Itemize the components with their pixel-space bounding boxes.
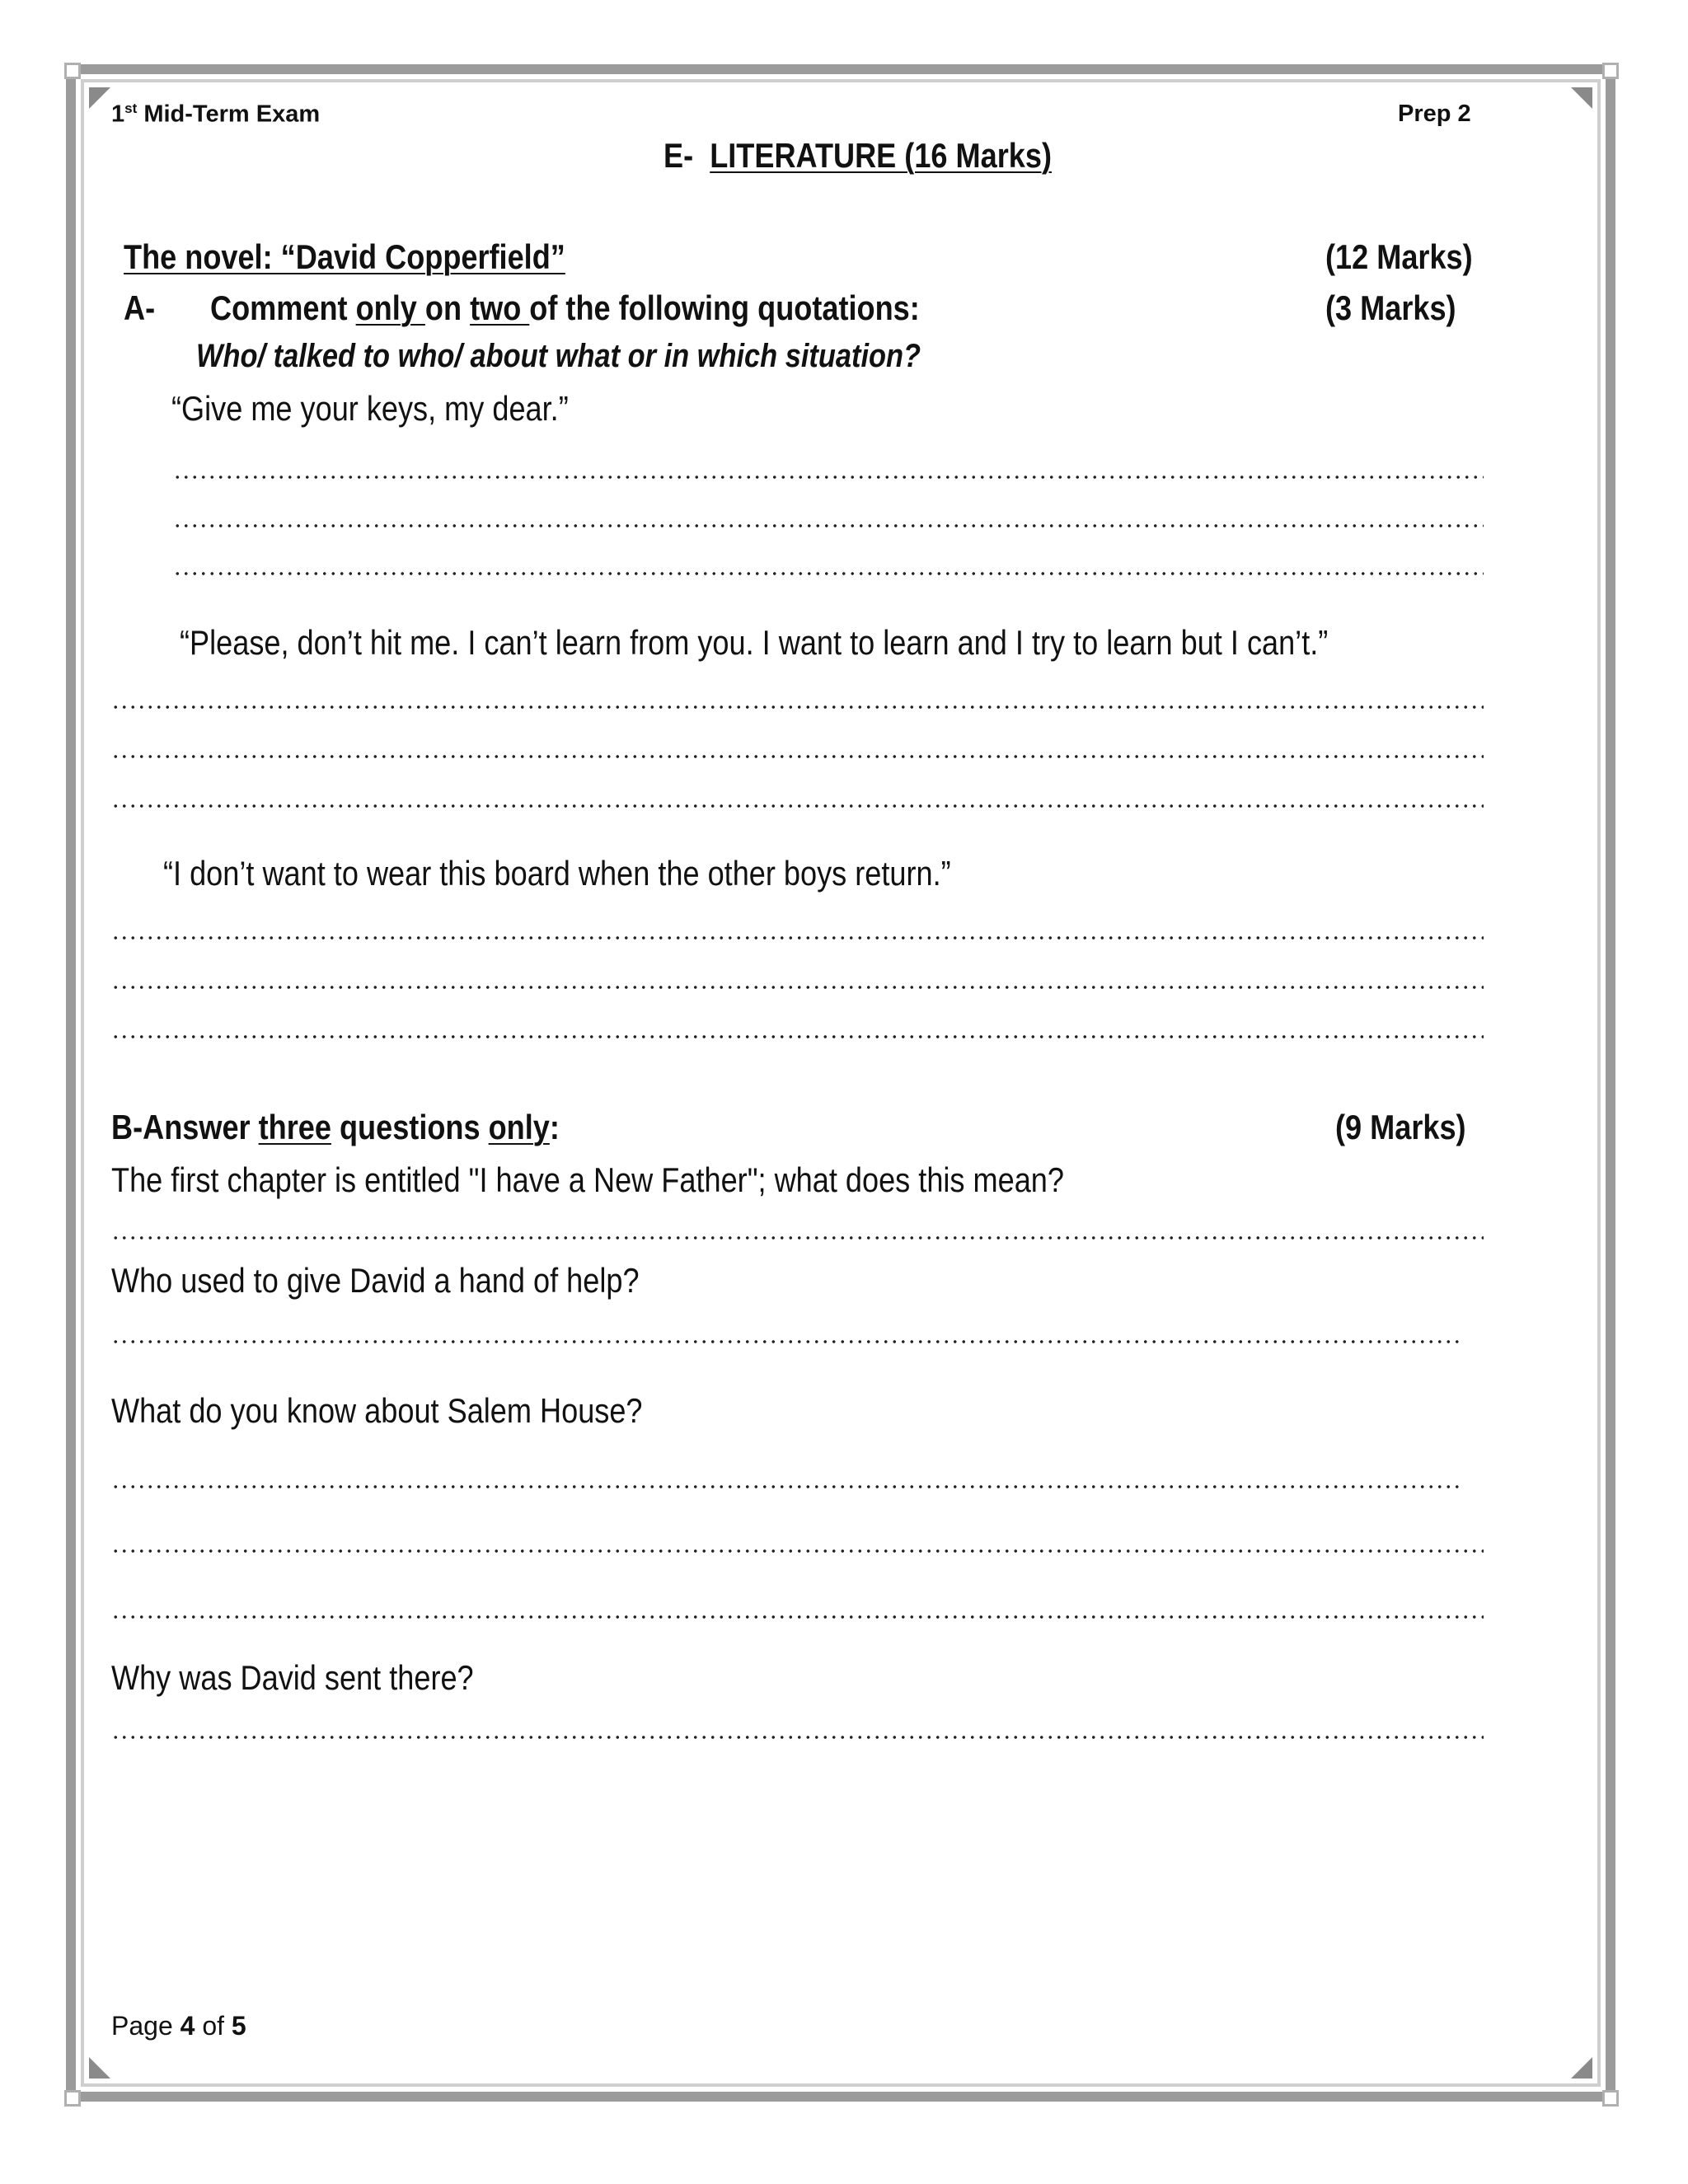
answer-line[interactable] [173,572,1484,575]
section-title [663,136,1115,176]
section-heading: LITERATURE (16 Marks) [710,136,1052,175]
exam-number: 1 [111,101,125,128]
part-b-heading: B-Answer three questions only: [111,1108,560,1146]
part-a-instruction: Comment only on two of the following quotations: [210,288,920,327]
question-4: Why was David sent there? [111,1658,474,1697]
exam-ordinal: st [124,101,138,116]
novel-heading [124,237,637,277]
answer-line[interactable] [111,1340,1463,1343]
quote-1: “Give me your keys, my dear.” [171,389,569,428]
part-a-marks: (3 Marks) [1325,288,1456,327]
answer-line[interactable] [111,1236,1484,1240]
answer-line[interactable] [111,986,1484,989]
part-a-guide: Who/ talked to who/ about what or in which situation? [196,338,921,374]
answer-line[interactable] [111,1035,1484,1038]
exam-title [111,101,320,129]
answer-line[interactable] [173,524,1484,527]
section-prefix: E- [663,136,694,175]
novel-title: The novel: “David Copperfield” [124,237,565,276]
question-2: Who used to give David a hand of help? [111,1261,640,1300]
answer-line[interactable] [111,1549,1484,1553]
quote-3: “I don’t want to wear this board when the other boys return.” [163,854,951,893]
answer-line[interactable] [111,936,1484,940]
answer-line[interactable] [173,476,1484,479]
novel-marks: (12 Marks) [1325,237,1473,276]
question-3: What do you know about Salem House? [111,1391,643,1430]
page-number: Page 4 of 5 [111,2011,246,2041]
answer-line[interactable] [111,1485,1463,1488]
answer-line[interactable] [111,705,1484,709]
answer-line[interactable] [111,1736,1484,1739]
part-b-marks: (9 Marks) [1335,1108,1466,1146]
quote-2: “Please, don’t hit me. I can’t learn from you. I want to learn and I try to learn but I can’t.” [180,623,1329,662]
grade-label: Prep 2 [1398,101,1471,127]
part-a-letter: A- [124,288,156,327]
answer-line[interactable] [111,755,1484,758]
answer-line[interactable] [111,804,1484,808]
exam-label: Mid-Term Exam [137,101,321,128]
question-1: The first chapter is entitled "I have a New Father"; what does this mean? [111,1160,1064,1199]
answer-line[interactable] [111,1615,1484,1619]
